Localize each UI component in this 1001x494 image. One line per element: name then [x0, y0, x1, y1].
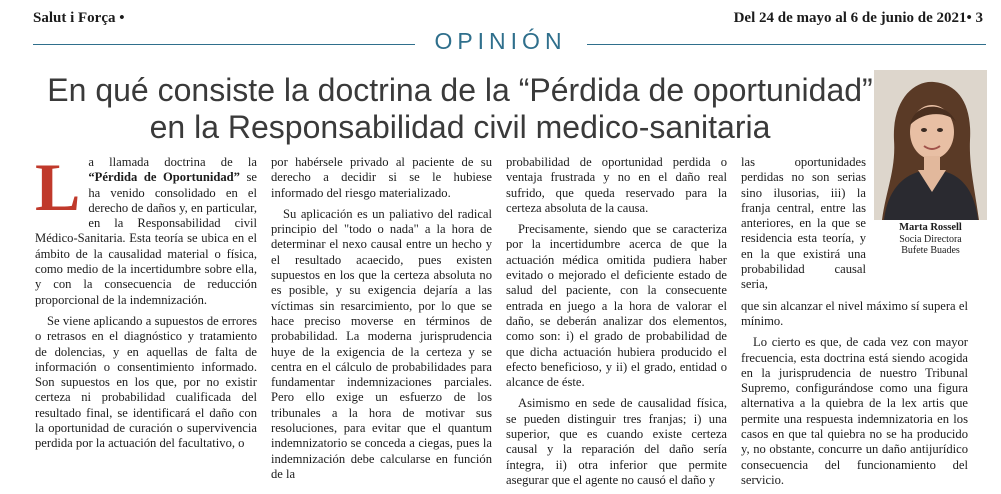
article-paragraph: las oportunidades perdidas no son serias sino ilusorias, iii) la franja central, entre las anteriores, en la que se residencia esta teoría, y en la que existirá una probabilidad causal seria,: [741, 155, 866, 292]
article-paragraph: Lo cierto es que, de cada vez con mayor frecuencia, esta doctrina está siendo acogida en la jurisprudencia de nuestro Tribunal Supremo, configurándose como una figura alternativa a la quiebra de la lex artis que permite una respuesta indemnizatoria en los casos en que tal quiebra no se ha producido y, no obstante, concurre un daño antijurídico consecuencia del funcionamiento del servicio.: [741, 335, 968, 487]
author-firm: Bufete Buades: [901, 245, 960, 256]
article-paragraph: Asimismo en sede de causalidad física, se pueden distinguir tres franjas; i) una superior, que es cuando existe certeza causal y la reparación del daño sería íntegra, ii) otra inferior que permite asegurar que el agente no causó el daño y: [506, 396, 727, 487]
article-paragraph: Se viene aplicando a supuestos de errores o retrasos en el diagnóstico y tratamiento de dolencias, y en aquellas de falta de información o consentimiento informado. Son supuestos en los que, por no existir certeza ni probabilidad cualificada del resultado final, se identificará el daño con la oportunidad de curación o supervivencia perdida por la actuación del facultativo, o: [35, 313, 257, 451]
article-column-1: [35, 149, 258, 458]
article-column-2: [271, 155, 492, 488]
article-paragraph: por habérsele privado al paciente de su derecho a decidir si se le hubiese informado del riesgo materializado.: [271, 155, 492, 200]
article-paragraph: [35, 149, 258, 308]
paragraph-text: a llamada doctrina de la: [88, 155, 257, 169]
article-paragraph: Su aplicación es un paliativo del radical principio del "todo o nada" a la hora de determinar el nexo causal entre un hecho y el resultado acaecido, pues existen supuestos en los que la certeza absoluta no es posible, y su exigencia dejaría a las víctimas sin resarcimiento, por lo que se hace preciso moverse en términos de probabilidad. La moderna jurisprudencia huye de la exigencia de la certeza y se centra en el cálculo de probabilidades para fundamentar indemnizaciones parciales. Pero ello exige un esfuerzo de los tribunales a la hora de motivar sus resoluciones, para evitar que el quantum indemnizatorio se conceda a ciegas, pues la indemnización debe calcularse en función de la: [271, 206, 492, 481]
author-title: Socia Directora: [899, 233, 962, 245]
issue-date-page: Del 24 de mayo al 6 de junio de 2021• 3: [733, 10, 983, 26]
publication-name: Salut i Força •: [33, 10, 125, 26]
article-paragraph: probabilidad de oportunidad perdida o ventaja frustrada y no en el daño real sufrido, que queda reservado para la certeza absoluta de la causa.: [506, 155, 727, 215]
article-paragraph: que sin alcanzar el nivel máximo sí supera el mínimo.: [741, 298, 968, 328]
article-column-3: [506, 155, 727, 494]
drop-cap: L: [35, 149, 81, 225]
author-name: Marta Rossell: [899, 222, 962, 233]
article-paragraph: Precisamente, siendo que se caracteriza por la incertidumbre acerca de que la actuación médica omitida pudiera haber evitado o mejorado el deficiente estado de salud del paciente, con la consecuente entrada en juego a la hora de valorar el daño, se deberán analizar dos elementos, como son: i) el grado de probabilidad de que dicha actuación hubiera producido el efecto beneficioso, y ii) el grado, entidad o alcance de éste.: [506, 222, 727, 390]
section-rule-right: [587, 44, 986, 45]
paragraph-text: se ha venido consolidado en el derecho de daños y, en particular, en la Responsabilidad civil Médico-Sanitaria. Esta teoría se ubica en el ámbito de la causalidad material o física, como medio de la incertidumbre sobre ella, y con la consecuencia de reducción proporcional de la indemnización.: [35, 170, 258, 307]
headline: En qué consiste la doctrina de la “Pérdida de oportunidad” en la Responsabilidad civil medico-sanitaria: [47, 72, 873, 145]
doctrine-name: “Pérdida de Oportunidad”: [88, 170, 240, 185]
section-label: OPINIÓN: [434, 28, 567, 54]
article-column-4: [741, 155, 968, 494]
